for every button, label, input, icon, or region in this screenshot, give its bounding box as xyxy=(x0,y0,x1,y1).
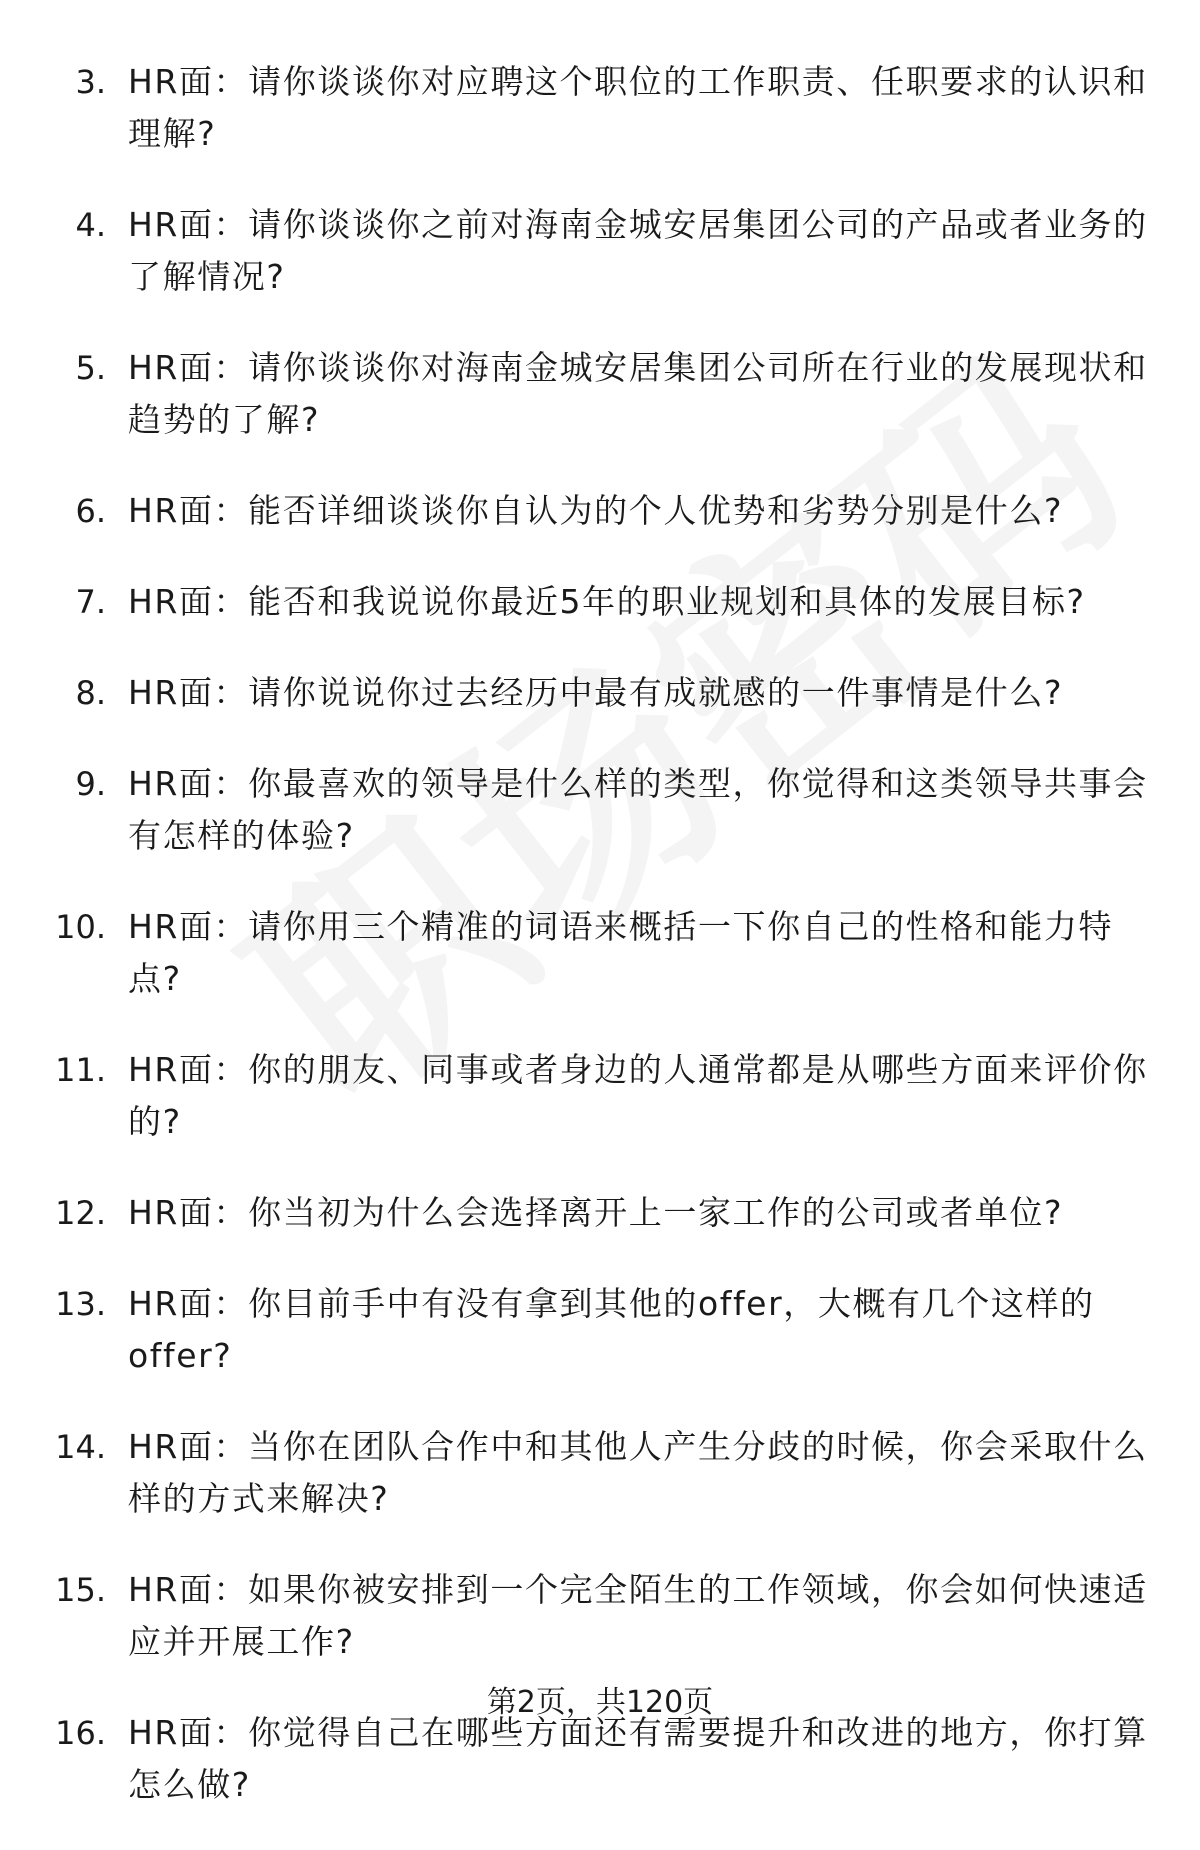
question-text: HR面：请你用三个精准的词语来概括一下你自己的性格和能力特点? xyxy=(128,907,1114,998)
item-number: 12. xyxy=(55,1194,106,1232)
item-number: 11. xyxy=(55,1051,106,1089)
list-item xyxy=(0,1278,1200,1382)
question-text: HR面：你最喜欢的领导是什么样的类型，你觉得和这类领导共事会有怎样的体验? xyxy=(128,764,1148,855)
item-number: 13. xyxy=(55,1285,106,1323)
question-list xyxy=(0,56,1200,1850)
question-text: HR面：你的朋友、同事或者身边的人通常都是从哪些方面来评价你的? xyxy=(128,1050,1148,1141)
question-text: HR面：请你说说你过去经历中最有成就感的一件事情是什么? xyxy=(128,673,1064,712)
question-text: HR面：你觉得自己在哪些方面还有需要提升和改进的地方，你打算怎么做? xyxy=(128,1713,1148,1804)
list-item xyxy=(0,576,1200,628)
list-item xyxy=(0,56,1200,160)
item-number: 8. xyxy=(75,674,106,712)
item-number: 16. xyxy=(55,1714,106,1752)
question-text: HR面：能否和我说说你最近5年的职业规划和具体的发展目标? xyxy=(128,582,1086,621)
item-number: 4. xyxy=(75,206,106,244)
item-number: 15. xyxy=(55,1571,106,1609)
item-number: 6. xyxy=(75,492,106,530)
question-text: HR面：请你谈谈你对应聘这个职位的工作职责、任职要求的认识和理解? xyxy=(128,62,1148,153)
list-item xyxy=(0,1187,1200,1239)
item-number: 5. xyxy=(75,349,106,387)
list-item xyxy=(0,485,1200,537)
list-item xyxy=(0,199,1200,303)
page-footer: 第2页，共120页 xyxy=(486,1685,714,1720)
question-text: HR面：请你谈谈你对海南金城安居集团公司所在行业的发展现状和趋势的了解? xyxy=(128,348,1148,439)
list-item xyxy=(0,901,1200,1005)
question-text: HR面：你目前手中有没有拿到其他的offer，大概有几个这样的offer? xyxy=(128,1284,1095,1375)
question-text: HR面：如果你被安排到一个完全陌生的工作领域，你会如何快速适应并开展工作? xyxy=(128,1570,1148,1661)
list-item xyxy=(0,667,1200,719)
item-number: 3. xyxy=(75,63,106,101)
item-number: 10. xyxy=(55,908,106,946)
question-text: HR面：当你在团队合作中和其他人产生分歧的时候，你会采取什么样的方式来解决? xyxy=(128,1427,1148,1518)
list-item xyxy=(0,758,1200,862)
question-text: HR面：能否详细谈谈你自认为的个人优势和劣势分别是什么? xyxy=(128,491,1064,530)
item-number: 14. xyxy=(55,1428,106,1466)
item-number: 7. xyxy=(75,583,106,621)
list-item xyxy=(0,342,1200,446)
list-item xyxy=(0,1044,1200,1148)
question-text: HR面：你当初为什么会选择离开上一家工作的公司或者单位? xyxy=(128,1193,1064,1232)
list-item xyxy=(0,1421,1200,1525)
item-number: 9. xyxy=(75,765,106,803)
list-item xyxy=(0,1564,1200,1668)
question-text: HR面：请你谈谈你之前对海南金城安居集团公司的产品或者业务的了解情况? xyxy=(128,205,1148,296)
